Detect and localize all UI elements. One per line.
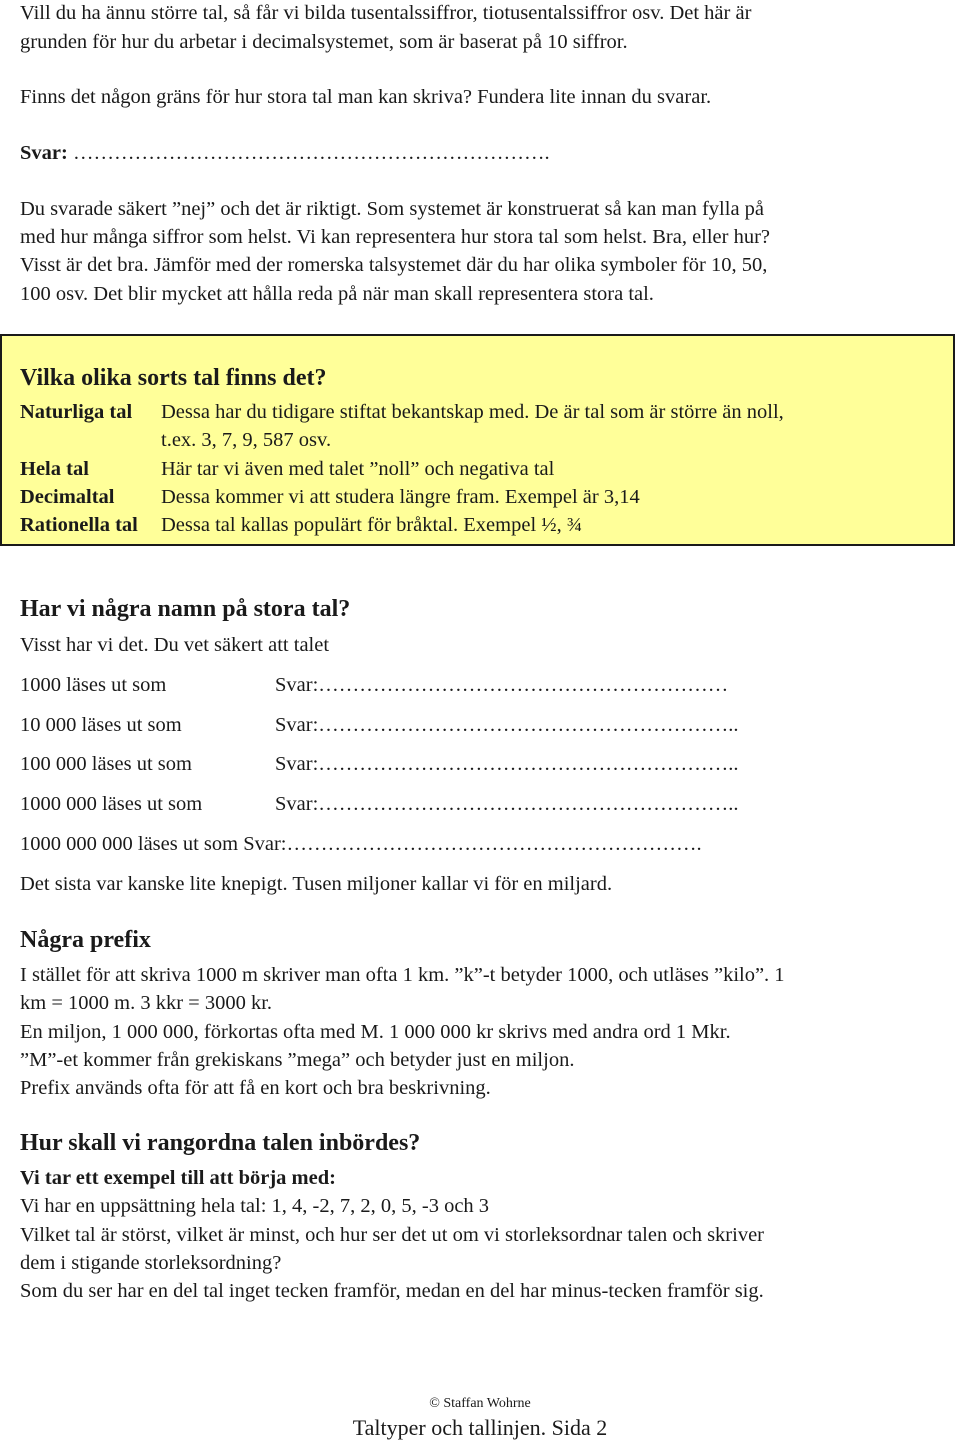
prefix-line: En miljon, 1 000 000, förkortas ofta med M. 1 000 000 kr skrivs med andra ord 1 Mkr. (20, 1021, 731, 1043)
ordering-line: Vi har en uppsättning hela tal: 1, 4, -2, 7, 2, 0, 5, -3 och 3 (20, 1195, 490, 1217)
read-question: 100 000 läses ut som (20, 753, 192, 775)
number-type-label: Naturliga tal (20, 401, 133, 423)
intro-paragraph-line-4: 100 osv. Det blir mycket att hålla reda på när man skall representera stora tal. (20, 283, 654, 305)
large-numbers-intro: Visst har vi det. Du vet säkert att talet (20, 634, 330, 656)
read-answer-blank[interactable]: Svar:…………………………………………………… (275, 674, 729, 696)
read-answer-blank[interactable]: Svar:…………………………………………………….. (275, 753, 739, 775)
intro-line-2: grunden för hur du arbetar i decimalsystemet, som är baserat på 10 siffror. (20, 31, 628, 53)
read-answer-blank[interactable]: Svar:…………………………………………………….. (275, 793, 739, 815)
answer-line (20, 143, 550, 164)
number-type-desc-cont: t.ex. 3, 7, 9, 587 osv. (161, 429, 332, 451)
prefix-line: I stället för att skriva 1000 m skriver man ofta 1 km. ”k”-t betyder 1000, och utläses ”kilo”. 1 (20, 964, 785, 986)
prefix-line: ”M”-et kommer från grekiskans ”mega” och betyder just en miljon. (20, 1049, 575, 1071)
copyright: © Staffan Wohrne (429, 1396, 531, 1411)
number-type-desc: Dessa tal kallas populärt för bråktal. Exempel ½, ¾ (161, 514, 583, 536)
ordering-line: dem i stigande storleksordning? (20, 1252, 282, 1274)
read-question: 1000 000 läses ut som (20, 793, 203, 815)
intro-paragraph-line-3: Visst är det bra. Jämför med der romerska talsystemet där du har olika symboler för 10, 50, (20, 254, 768, 276)
read-question: 10 000 läses ut som (20, 714, 182, 736)
read-question: 1000 läses ut som (20, 674, 167, 696)
intro-line-1: Vill du ha ännu större tal, så får vi bilda tusentalssiffror, tiotusentalssiffror osv. Det här är (20, 2, 752, 24)
number-type-desc: Dessa har du tidigare stiftat bekantskap med. De är tal som är större än noll, (161, 401, 784, 423)
large-numbers-heading: Har vi några namn på stora tal? (20, 596, 351, 622)
answer-blank: ……………………………………………………………. (67, 142, 550, 164)
read-answer-blank[interactable]: Svar:…………………………………………………….. (275, 714, 739, 736)
prefix-line: Prefix används ofta för att få en kort och bra beskrivning. (20, 1077, 491, 1099)
answer-label: Svar: (20, 142, 68, 164)
prefix-heading: Några prefix (20, 927, 151, 953)
ordering-line: Vilket tal är störst, vilket är minst, och hur ser det ut om vi storleksordnar talen och skriver (20, 1224, 764, 1246)
number-type-desc: Här tar vi även med talet ”noll” och negativa tal (161, 458, 555, 480)
intro-paragraph-line-2: med hur många siffror som helst. Vi kan representera hur stora tal som helst. Bra, eller hur? (20, 226, 771, 248)
number-type-label: Rationella tal (20, 514, 138, 536)
prefix-line: km = 1000 m. 3 kkr = 3000 kr. (20, 992, 273, 1014)
intro-question: Finns det någon gräns för hur stora tal man kan skriva? Fundera lite innan du svarar. (20, 86, 712, 108)
ordering-line: Som du ser har en del tal inget tecken framför, medan en del har minus-tecken framför sig. (20, 1280, 764, 1302)
read-question-last[interactable]: 1000 000 000 läses ut som Svar:……………………………………………………. (20, 833, 702, 855)
number-type-label: Decimaltal (20, 486, 115, 508)
ordering-heading: Hur skall vi rangordna talen inbördes? (20, 1130, 421, 1156)
large-numbers-note: Det sista var kanske lite knepigt. Tusen miljoner kallar vi för en miljard. (20, 873, 613, 895)
number-type-label: Hela tal (20, 458, 89, 480)
number-types-heading: Vilka olika sorts tal finns det? (20, 365, 327, 391)
number-type-desc: Dessa kommer vi att studera längre fram. Exempel är 3,14 (161, 486, 640, 508)
intro-paragraph-line-1: Du svarade säkert ”nej” och det är riktigt. Som systemet är konstruerat så kan man fylla på (20, 198, 765, 220)
ordering-subheading: Vi tar ett exempel till att börja med: (20, 1167, 336, 1189)
page-footer: Taltyper och tallinjen. Sida 2 (352, 1415, 608, 1440)
